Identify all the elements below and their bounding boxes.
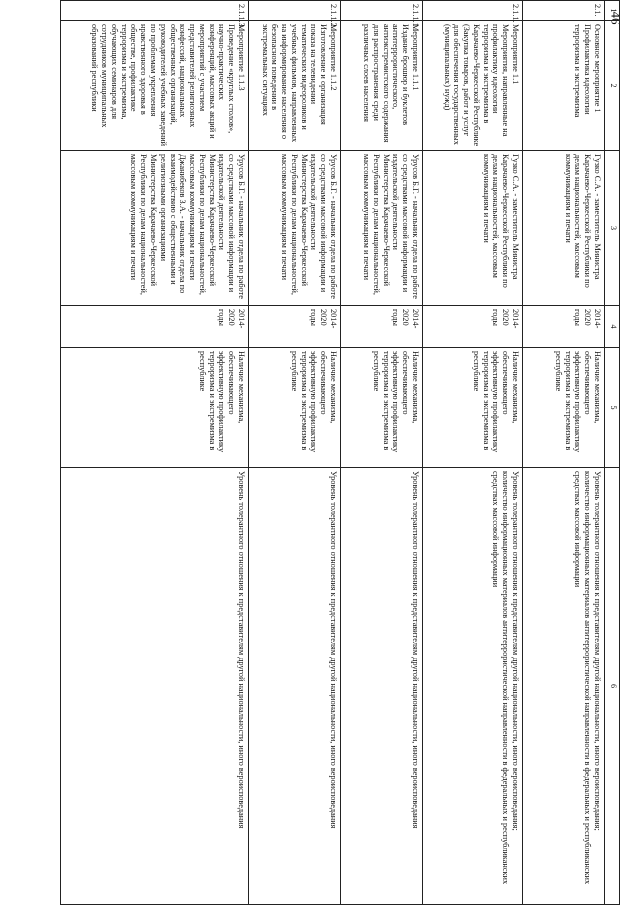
period-cell: 2014-2020 годы xyxy=(523,306,605,348)
row-number: 2.1.1.3. xyxy=(61,1,249,21)
row-number: 2.1.1. xyxy=(423,1,523,21)
responsible-cell: Урусов Б.Г. - начальник отдела по работе со средствами массовой информации и издательской деятельности Министерства Карачаево-Черкесской Республики по делам национальностей, массовым коммуникациям и печати Джанибеков З.А. - начальник отдела по взаимодействию с общественными и религиозными организациями Министерства Карачаево-Черкесской Республики по делам национальностей, массовым коммуникациям и печати xyxy=(61,151,249,306)
header-col-1: 1 xyxy=(605,1,620,21)
result-cell: Наличие механизма, обеспечивающего эффективную профилактику терроризма и экстремизма в республике xyxy=(423,348,523,468)
table-row xyxy=(341,1,423,905)
table-row xyxy=(249,1,341,905)
indicator-cell: Уровень толерантного отношения к представителям другой национальности, иного вероисповедания xyxy=(61,468,249,905)
activity-cell: Мероприятие 1.1 Мероприятия, направленные на профилактику идеологии терроризма и экстремизма в Карачаево-Черкесской Республике (Закупка товаров, работ и услуг для обеспечения государственных (муниципальных) нужд) xyxy=(423,21,523,151)
table-row xyxy=(423,1,523,905)
indicator-cell: Уровень толерантного отношения к представителям другой национальности, иного вероисповедания xyxy=(249,468,341,905)
program-activities-table xyxy=(60,0,620,905)
table-row xyxy=(523,1,605,905)
period-cell: 2014-2020 годы xyxy=(249,306,341,348)
activity-cell: Мероприятие 1.1.3 Проведение «круглых столов», научно-практических конференций, массовых акций и мероприятий с участием представителей религиозных конфессий, национальных общественных организаций, руководителей учебных заведений по проблемам укрепления нравственного здоровья в обществе, профилактике терроризма и экстремизма, обучающих семинаров для сотрудников муниципальных образований республики xyxy=(61,21,249,151)
period-cell: 2014-2020 годы xyxy=(423,306,523,348)
row-number: 2.1.1.2. xyxy=(249,1,341,21)
header-col-5: 5 xyxy=(605,348,620,468)
indicator-cell: Уровень толерантного отношения к представителям другой национальности, иного вероисповедания xyxy=(341,468,423,905)
row-number: 2.1.1.1. xyxy=(341,1,423,21)
row-number: 2.1. xyxy=(523,1,605,21)
responsible-cell: Гузко С.А. - заместитель Министра Карачаево-Черкесской Республики по делам национальностей, массовым коммуникациям и печати xyxy=(423,151,523,306)
rotated-table-wrapper xyxy=(60,0,620,905)
responsible-cell: Гузко С.А. - заместитель Министра Карачаево-Черкесской Республики по делам национальностей, массовым коммуникациям и печати xyxy=(523,151,605,306)
activity-cell: Основное мероприятие 1 Профилактика идеологии терроризма и экстремизма xyxy=(523,21,605,151)
period-cell: 2014-2020 годы xyxy=(61,306,249,348)
table-row xyxy=(61,1,249,905)
activity-cell: Мероприятие 1.1.2 Изготовление и организация показа на телевидении тематических видеороликов и учебных фильмов, направленных на информирование населения о безопасном поведении в экстремальных ситуациях xyxy=(249,21,341,151)
header-row xyxy=(605,1,620,905)
activity-cell: Мероприятие 1.1.1 Издание брошюр и буклетов антитеррористического, антиэкстремистского содержания для распространения среди различных слоев населения xyxy=(341,21,423,151)
result-cell: Наличие механизма, обеспечивающего эффективную профилактику терроризма и экстремизма в республике xyxy=(341,348,423,468)
result-cell: Наличие механизма, обеспечивающего эффективную профилактику терроризма и экстремизма в республике xyxy=(249,348,341,468)
period-cell: 2014-2020 годы xyxy=(341,306,423,348)
page-number: 46 xyxy=(608,11,624,25)
header-col-2: 2 xyxy=(605,21,620,151)
result-cell: Наличие механизма, обеспечивающего эффективную профилактику терроризма и экстремизма в республике xyxy=(61,348,249,468)
responsible-cell: Урусов Б.Г. - начальник отдела по работе со средствами массовой информации и издательской деятельности Министерства Карачаево-Черкесской Республики по делам национальностей, массовым коммуникациям и печати xyxy=(249,151,341,306)
header-col-6: 6 xyxy=(605,468,620,905)
header-col-4: 4 xyxy=(605,306,620,348)
result-cell: Наличие механизма, обеспечивающего эффективную профилактику терроризма и экстремизма в республике xyxy=(523,348,605,468)
indicator-cell: Уровень толерантного отношения к представителям другой национальности, иного вероисповедания; количество информационных материалов антитеррористической направленности в федеральных и республиканских средствах массовой информации xyxy=(423,468,523,905)
indicator-cell: Уровень толерантного отношения к представителям другой национальности, иного вероисповедания; количество информационных материалов антитеррористической направленности в федеральных и республиканских средствах массовой информации xyxy=(523,468,605,905)
header-col-3: 3 xyxy=(605,151,620,306)
responsible-cell: Урусов Б.Г. - начальник отдела по работе со средствами массовой информации и издательской деятельности Министерства Карачаево-Черкесской Республики по делам национальностей, массовым коммуникациям и печати xyxy=(341,151,423,306)
